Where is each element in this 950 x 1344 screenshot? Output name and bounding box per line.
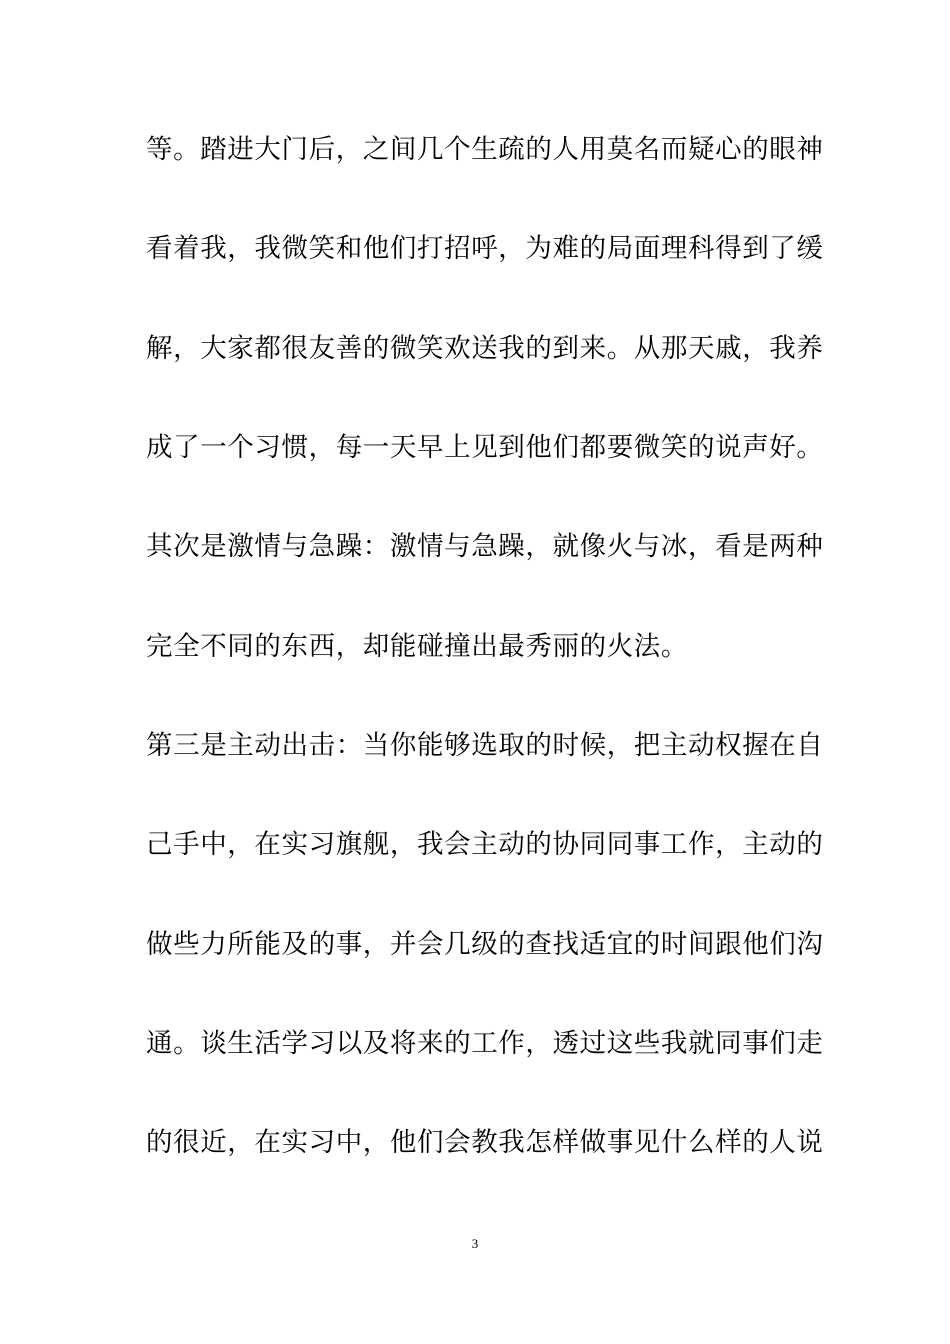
text-line: 己手中，在实习旗舰，我会主动的协同同事工作，主动的 <box>146 829 824 860</box>
text-line: 的很近，在实习中，他们会教我怎样做事见什么样的人说 <box>146 1127 824 1158</box>
text-line: 成了一个习惯，每一天早上见到他们都要微笑的说声好。 <box>146 432 824 463</box>
text-line: 看着我，我微笑和他们打招呼，为难的局面理科得到了缓 <box>146 233 824 264</box>
page-number: 3 <box>471 1236 479 1251</box>
text-line: 第三是主动出击：当你能够选取的时候，把主动权握在自 <box>146 730 824 761</box>
text-line: 解，大家都很友善的微笑欢送我的到来。从那天戚，我养 <box>146 333 824 364</box>
text-line: 做些力所能及的事，并会几级的查找适宜的时间跟他们沟 <box>146 929 824 960</box>
text-line: 通。谈生活学习以及将来的工作，透过这些我就同事们走 <box>146 1028 824 1059</box>
text-line: 其次是激情与急躁：激情与急躁，就像火与冰，看是两种 <box>146 531 824 562</box>
text-line: 完全不同的东西，却能碰撞出最秀丽的火法。 <box>146 631 688 662</box>
text-line: 等。踏进大门后，之间几个生疏的人用莫名而疑心的眼神 <box>146 134 824 165</box>
